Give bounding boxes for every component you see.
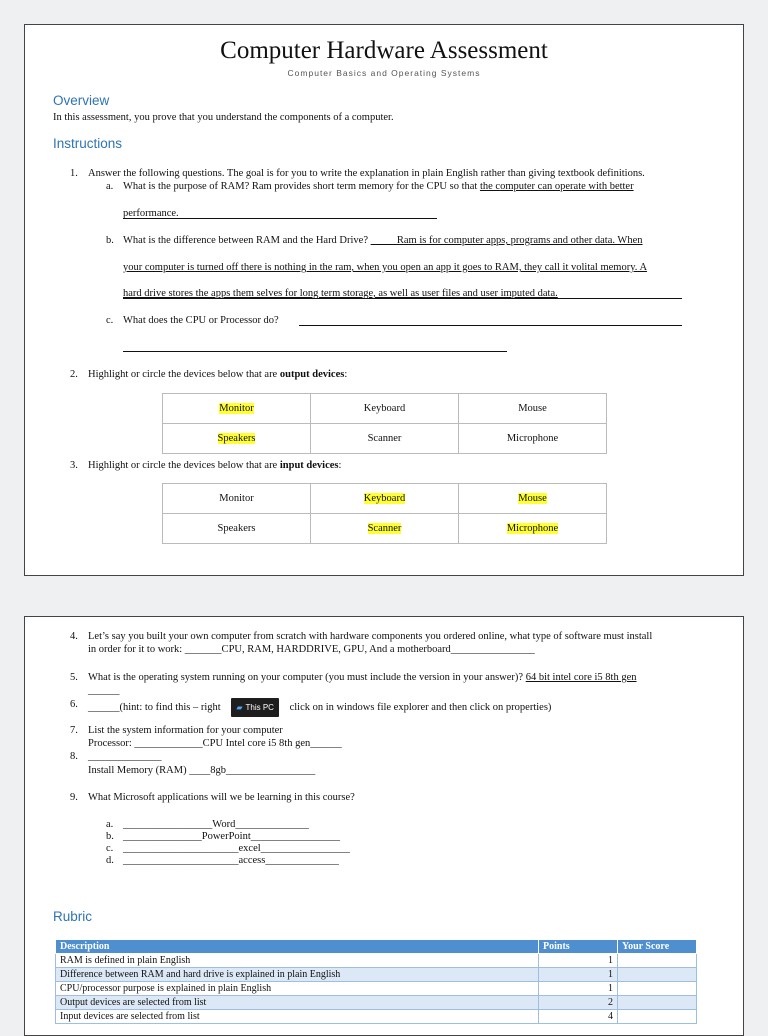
rubric-row: [56, 982, 697, 996]
q2-text-bold: output devices: [279, 369, 345, 380]
q4-number: 4.: [70, 631, 78, 642]
q5-continuation: ______: [88, 685, 120, 696]
device-name: Monitor: [219, 493, 254, 504]
rubric-points: 2: [539, 996, 618, 1010]
q8-number: 8.: [70, 751, 78, 762]
output-device-cell[interactable]: [163, 424, 311, 454]
output-device-cell[interactable]: [311, 424, 459, 454]
rubric-header-cell: Your Score: [618, 940, 697, 954]
output-device-cell[interactable]: [163, 394, 311, 424]
rubric-heading: Rubric: [53, 909, 93, 924]
q6-hint-pre: ______(hint: to find this – right: [88, 701, 221, 713]
page-1: [24, 24, 744, 576]
q1b-answer-1: Ram is for computer apps, programs and other data. When: [370, 235, 643, 246]
rubric-header-row: [56, 940, 697, 954]
device-name: Scanner: [367, 523, 402, 534]
q1c-answer-line-1[interactable]: [299, 325, 682, 326]
document-title: Computer Hardware Assessment: [220, 37, 548, 64]
q1a-question-text: What is the purpose of RAM? Ram provides short term memory for the CPU so that: [123, 181, 480, 192]
rubric-points: 1: [539, 968, 618, 982]
output-device-cell[interactable]: [459, 394, 607, 424]
rubric-table: [55, 939, 697, 1024]
q9-item-label: a.: [106, 819, 114, 830]
input-device-cell[interactable]: [163, 514, 311, 544]
q1a-question: [123, 180, 634, 193]
output-device-row: [163, 394, 607, 424]
computer-icon: ▰: [236, 703, 243, 712]
document-subtitle: Computer Basics and Operating Systems: [287, 68, 481, 78]
output-devices-table: [162, 393, 607, 454]
q1-number: 1.: [70, 168, 78, 179]
q9-item-label: d.: [106, 855, 114, 866]
q3-text-post: :: [338, 460, 342, 471]
rubric-header-cell: Description: [56, 940, 539, 954]
instructions-heading: Instructions: [53, 136, 123, 151]
q3-text-pre: Highlight or circle the devices below that are: [88, 460, 280, 471]
q7-text: List the system information for your computer: [88, 725, 283, 736]
q1c-label: c.: [106, 315, 114, 326]
q5-number: 5.: [70, 672, 78, 683]
input-devices-table: [162, 483, 607, 544]
q9-number: 9.: [70, 792, 78, 803]
rubric-row: [56, 968, 697, 982]
device-name: Mouse: [518, 403, 547, 414]
q5-text: [88, 671, 637, 684]
rubric-score[interactable]: [618, 1010, 697, 1024]
input-device-cell[interactable]: [459, 484, 607, 514]
device-name: Microphone: [506, 433, 559, 444]
q5-answer: 64 bit intel core i5 8th gen: [525, 672, 637, 683]
q2-text-post: :: [344, 369, 348, 380]
q4-line-2: in order for it to work: _______CPU, RAM, HARDDRIVE, GPU, And a motherboard________________: [88, 644, 535, 655]
rubric-description: Difference between RAM and hard drive is explained in plain English: [56, 968, 539, 982]
output-device-cell[interactable]: [311, 394, 459, 424]
q8-blank: ______________: [88, 751, 162, 762]
overview-heading: Overview: [53, 93, 110, 108]
rubric-description: Output devices are selected from list: [56, 996, 539, 1010]
rubric-score[interactable]: [618, 996, 697, 1010]
q1b-answer-3: hard drive stores the apps them selves for long term storage, as well as user files and user imputed data.: [123, 288, 558, 299]
input-device-cell[interactable]: [311, 514, 459, 544]
q9-item-value: _______________PowerPoint_________________: [123, 831, 341, 842]
q1b-answer-line: [123, 298, 682, 299]
this-pc-button[interactable]: [231, 698, 279, 717]
q7-processor: [88, 737, 342, 750]
device-name: Speakers: [217, 523, 256, 534]
input-device-cell[interactable]: [163, 484, 311, 514]
q1b-label: b.: [106, 235, 114, 246]
q1a-label: a.: [106, 181, 114, 192]
rubric-points: 4: [539, 1010, 618, 1024]
page-2: [24, 616, 744, 1036]
output-device-row: [163, 424, 607, 454]
q1b-answer-2: your computer is turned off there is nothing in the ram, when you open an app it goes to RAM, they call it volital memory. A: [123, 262, 648, 273]
q9-item-value: _________________Word______________: [123, 819, 309, 830]
rubric-row: [56, 996, 697, 1010]
q3-text-bold: input devices: [279, 460, 339, 471]
q9-item-label: c.: [106, 843, 114, 854]
q6-text: [88, 698, 551, 717]
q2-text: [88, 368, 347, 381]
rubric-row: [56, 954, 697, 968]
device-name: Keyboard: [363, 493, 406, 504]
q1b-question: [123, 234, 643, 247]
rubric-points: 1: [539, 982, 618, 996]
processor-value: _____________CPU Intel core i5 8th gen______: [134, 738, 342, 749]
rubric-description: Input devices are selected from list: [56, 1010, 539, 1024]
q2-text-pre: Highlight or circle the devices below that are: [88, 369, 280, 380]
q5-question: What is the operating system running on your computer (you must include the version in your answer)?: [88, 672, 526, 683]
device-name: Monitor: [219, 403, 254, 414]
q3-text: [88, 459, 341, 472]
device-name: Microphone: [506, 523, 559, 534]
input-device-cell[interactable]: [459, 514, 607, 544]
device-name: Speakers: [217, 433, 256, 444]
rubric-description: CPU/processor purpose is explained in plain English: [56, 982, 539, 996]
q6-number: 6.: [70, 699, 78, 710]
q1c-answer-line-2[interactable]: [123, 351, 507, 352]
input-device-cell[interactable]: [311, 484, 459, 514]
rubric-header-cell: Points: [539, 940, 618, 954]
rubric-score[interactable]: [618, 982, 697, 996]
q1c-question: What does the CPU or Processor do?: [123, 315, 279, 326]
q1a-answer-1: the computer can operate with better: [479, 181, 634, 192]
q2-number: 2.: [70, 369, 78, 380]
q3-number: 3.: [70, 460, 78, 471]
q6-hint-post: click on in windows file explorer and then click on properties): [289, 701, 552, 713]
output-device-cell[interactable]: [459, 424, 607, 454]
q9-item-value: ______________________excel_________________: [123, 843, 350, 854]
q4-line-1: Let’s say you built your own computer from scratch with hardware components you ordered online, what type of software must install: [88, 631, 653, 642]
this-pc-label: This PC: [245, 703, 274, 712]
rubric-points: 1: [539, 954, 618, 968]
q9-text: What Microsoft applications will we be learning in this course?: [88, 792, 355, 803]
q9-item-value: ______________________access______________: [123, 855, 339, 866]
q1-text: Answer the following questions. The goal is for you to write the explanation in plain English rather than giving textbook definitions.: [88, 168, 645, 179]
input-device-row: [163, 484, 607, 514]
q1a-answer-line: [123, 218, 437, 219]
device-name: Mouse: [518, 493, 547, 504]
input-device-row: [163, 514, 607, 544]
processor-label: Processor:: [88, 738, 135, 749]
rubric-description: RAM is defined in plain English: [56, 954, 539, 968]
rubric-score[interactable]: [618, 968, 697, 982]
q1b-question-text: What is the difference between RAM and the Hard Drive?: [123, 235, 371, 246]
rubric-row: [56, 1010, 697, 1024]
device-name: Keyboard: [363, 403, 406, 414]
rubric-score[interactable]: [618, 954, 697, 968]
q9-item-label: b.: [106, 831, 114, 842]
overview-text: In this assessment, you prove that you understand the components of a computer.: [53, 112, 394, 123]
q8-memory: Install Memory (RAM) ____8gb_________________: [88, 765, 316, 776]
q1a-answer-2: performance.: [123, 208, 179, 219]
q7-number: 7.: [70, 725, 78, 736]
device-name: Scanner: [367, 433, 402, 444]
